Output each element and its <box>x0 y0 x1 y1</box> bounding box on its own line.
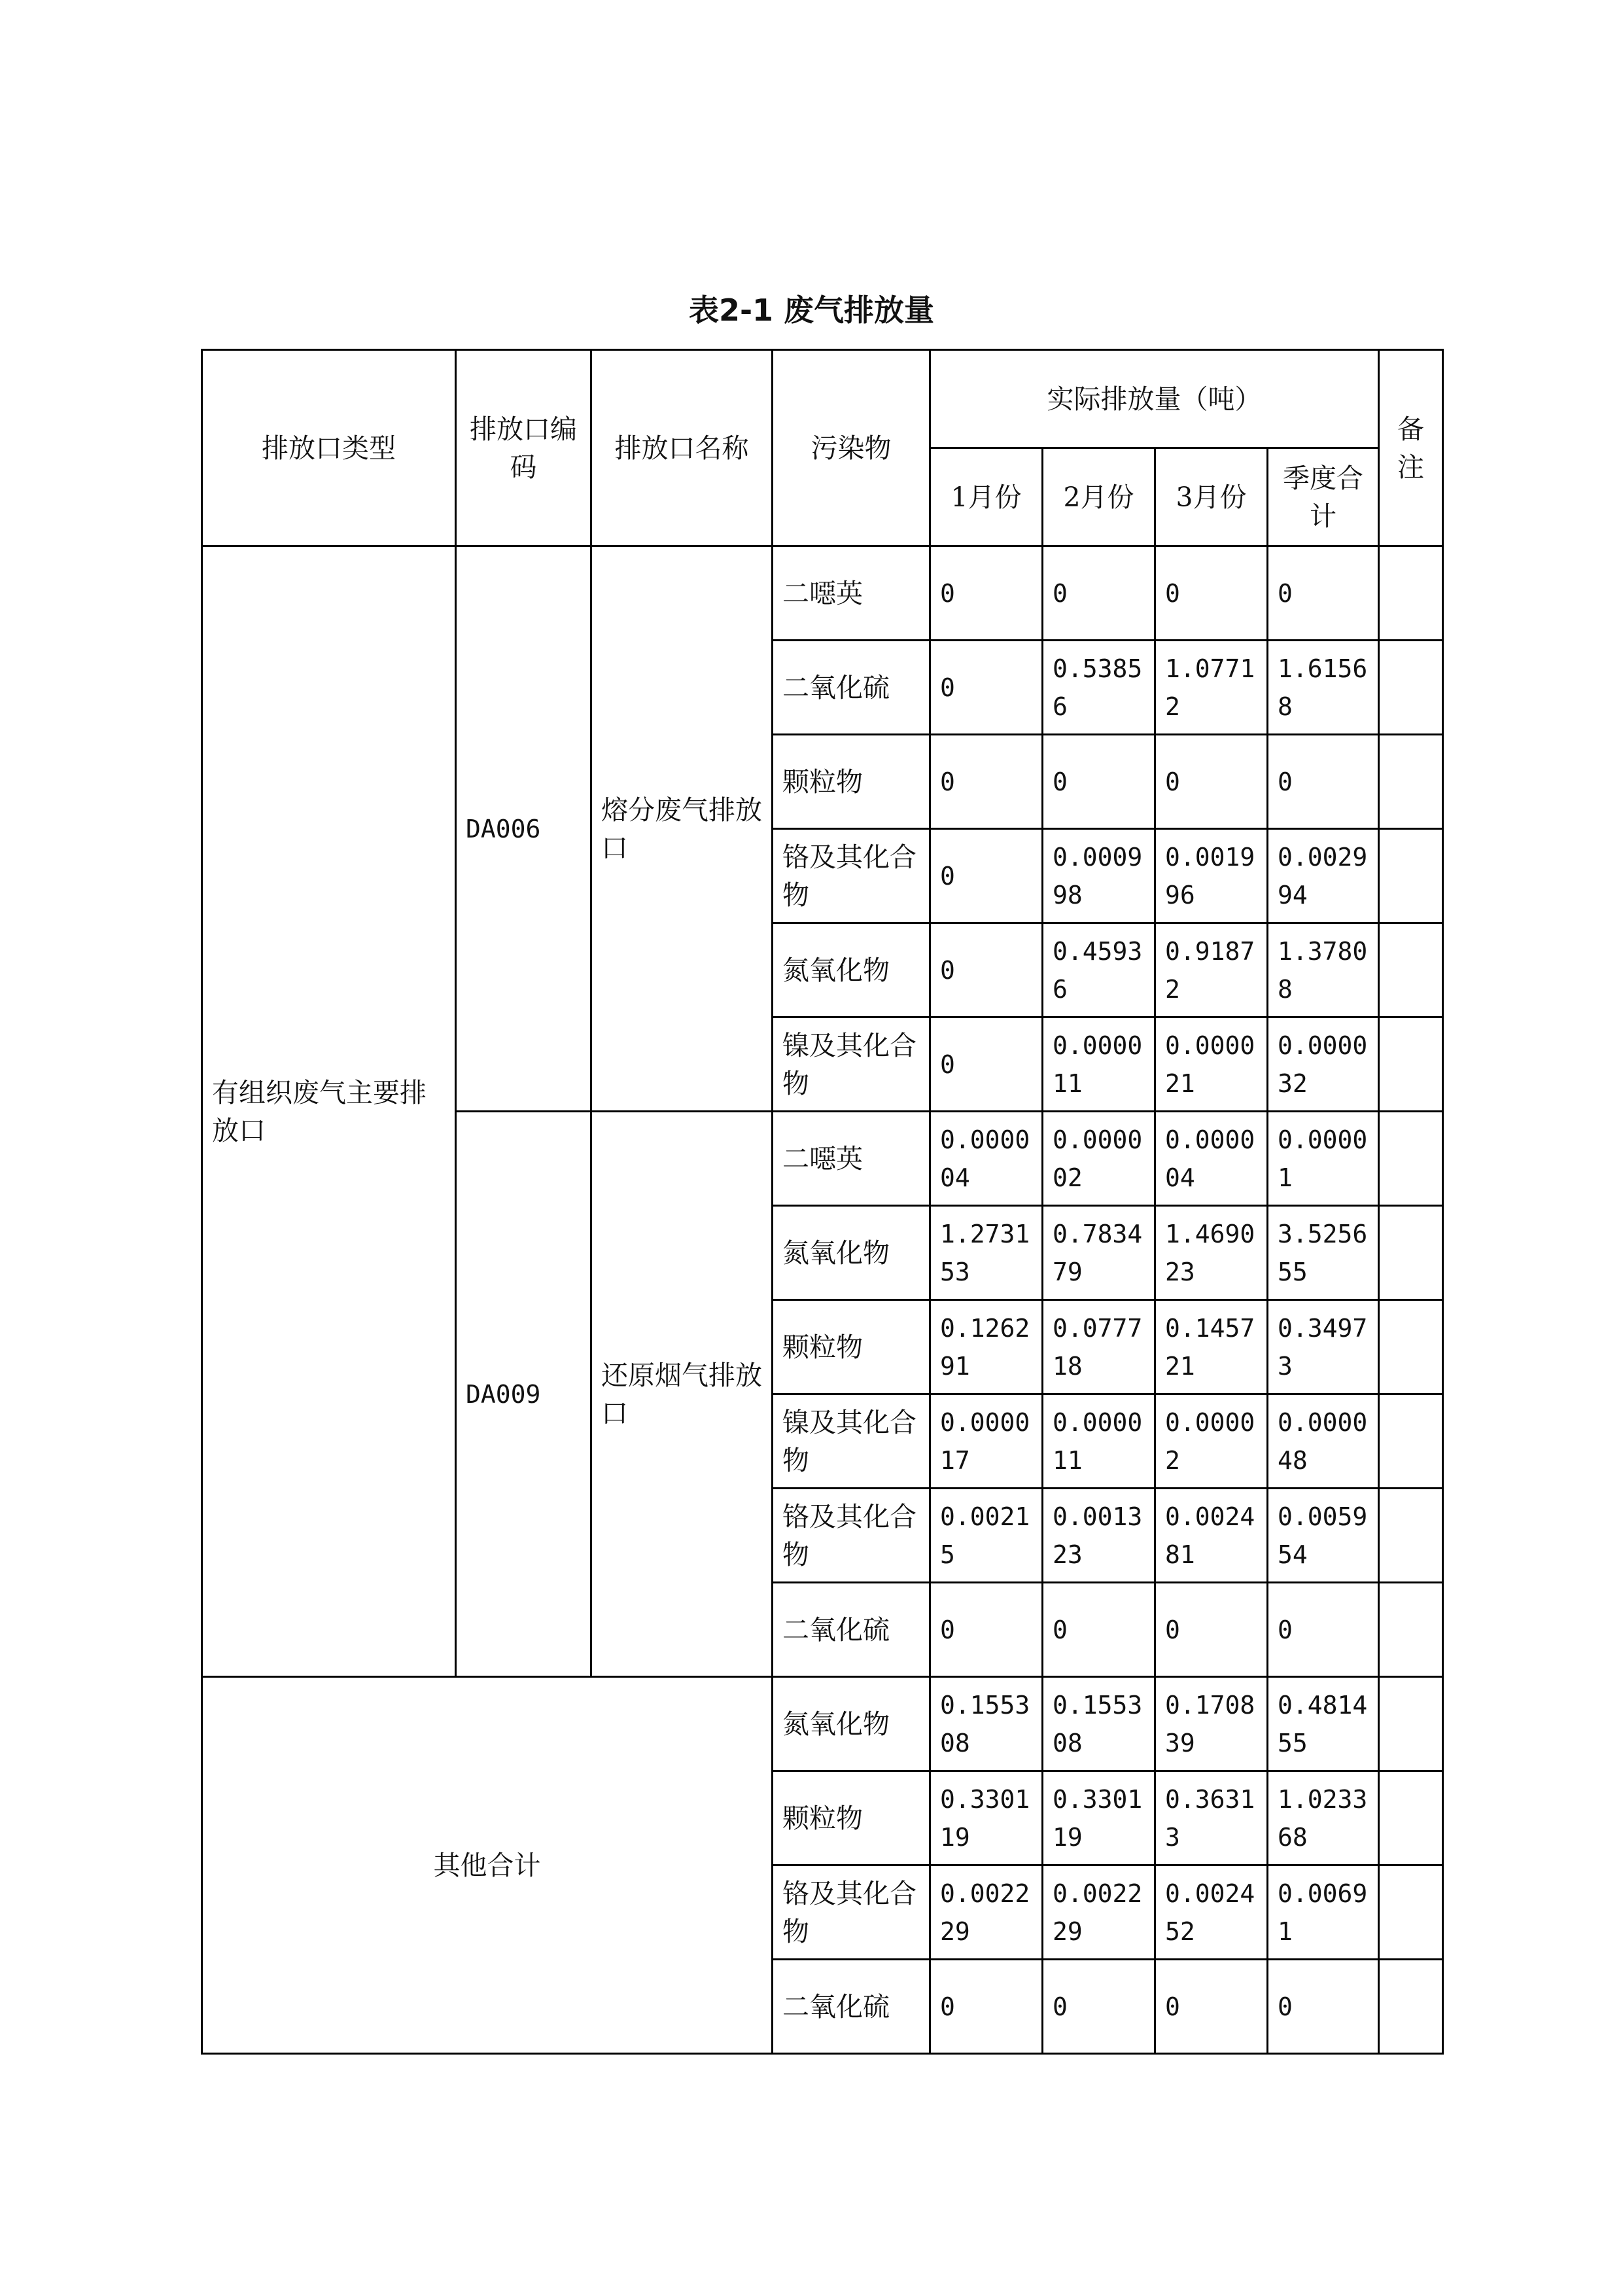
pollutant-cell: 二噁英 <box>773 1112 930 1206</box>
month2-value: 0.002229 <box>1043 1865 1155 1960</box>
pollutant-cell: 二噁英 <box>773 546 930 641</box>
quarter-total-value: 1.023368 <box>1268 1771 1379 1865</box>
quarter-total-value: 0 <box>1268 1960 1379 2054</box>
remark-cell <box>1379 1206 1443 1300</box>
quarter-total-value: 0.002994 <box>1268 829 1379 923</box>
month2-value: 0 <box>1043 546 1155 641</box>
header-remark: 备注 <box>1379 350 1443 546</box>
outlet-name-cell: 熔分废气排放口 <box>591 546 773 1112</box>
pollutant-cell: 铬及其化合物 <box>773 829 930 923</box>
header-row <box>202 350 1443 448</box>
month2-value: 0.155308 <box>1043 1677 1155 1771</box>
month1-value: 0.000017 <box>930 1394 1043 1489</box>
month3-value: 0.001996 <box>1155 829 1268 923</box>
remark-cell <box>1379 641 1443 735</box>
pollutant-cell: 颗粒物 <box>773 735 930 829</box>
other-total-cell: 其他合计 <box>202 1677 773 2054</box>
month1-value: 0 <box>930 641 1043 735</box>
month3-value: 0 <box>1155 735 1268 829</box>
quarter-total-value: 1.37808 <box>1268 923 1379 1017</box>
quarter-total-value: 0.000032 <box>1268 1017 1379 1112</box>
quarter-total-value: 0.00691 <box>1268 1865 1379 1960</box>
pollutant-cell: 镍及其化合物 <box>773 1017 930 1112</box>
month1-value: 0 <box>930 923 1043 1017</box>
table-row <box>202 546 1443 641</box>
month2-value: 0 <box>1043 735 1155 829</box>
month2-value: 0.000998 <box>1043 829 1155 923</box>
header-pollutant: 污染物 <box>773 350 930 546</box>
month1-value: 1.273153 <box>930 1206 1043 1300</box>
header-quarter: 季度合计 <box>1268 448 1379 546</box>
pollutant-cell: 氮氧化物 <box>773 1206 930 1300</box>
quarter-total-value: 0 <box>1268 735 1379 829</box>
table-row <box>202 1677 1443 1771</box>
remark-cell <box>1379 1017 1443 1112</box>
remark-cell <box>1379 1865 1443 1960</box>
quarter-total-value: 1.61568 <box>1268 641 1379 735</box>
pollutant-cell: 颗粒物 <box>773 1300 930 1394</box>
month3-value: 0.000021 <box>1155 1017 1268 1112</box>
month1-value: 0.330119 <box>930 1771 1043 1865</box>
month1-value: 0.126291 <box>930 1300 1043 1394</box>
month3-value: 0 <box>1155 1960 1268 2054</box>
month2-value: 0 <box>1043 1583 1155 1677</box>
quarter-total-value: 0 <box>1268 546 1379 641</box>
month3-value: 0.002481 <box>1155 1489 1268 1583</box>
month3-value: 0 <box>1155 546 1268 641</box>
month3-value: 0.91872 <box>1155 923 1268 1017</box>
month3-value: 0.36313 <box>1155 1771 1268 1865</box>
remark-cell <box>1379 1583 1443 1677</box>
pollutant-cell: 二氧化硫 <box>773 641 930 735</box>
month1-value: 0.155308 <box>930 1677 1043 1771</box>
pollutant-cell: 镍及其化合物 <box>773 1394 930 1489</box>
remark-cell <box>1379 829 1443 923</box>
month2-value: 0.000011 <box>1043 1394 1155 1489</box>
month2-value: 0.783479 <box>1043 1206 1155 1300</box>
month2-value: 0.330119 <box>1043 1771 1155 1865</box>
header-outlet-name: 排放口名称 <box>591 350 773 546</box>
month2-value: 0.53856 <box>1043 641 1155 735</box>
month2-value: 0 <box>1043 1960 1155 2054</box>
header-outlet-code: 排放口编码 <box>456 350 591 546</box>
month1-value: 0 <box>930 1583 1043 1677</box>
table-title: 表2-1 废气排放量 <box>688 292 935 328</box>
header-month3: 3月份 <box>1155 448 1268 546</box>
month3-value: 0.145721 <box>1155 1300 1268 1394</box>
pollutant-cell: 颗粒物 <box>773 1771 930 1865</box>
month2-value: 0.000002 <box>1043 1112 1155 1206</box>
pollutant-cell: 铬及其化合物 <box>773 1489 930 1583</box>
month3-value: 1.07712 <box>1155 641 1268 735</box>
outlet-code-cell: DA006 <box>456 546 591 1112</box>
month1-value: 0 <box>930 829 1043 923</box>
quarter-total-value: 0.005954 <box>1268 1489 1379 1583</box>
pollutant-cell: 氮氧化物 <box>773 1677 930 1771</box>
month1-value: 0 <box>930 546 1043 641</box>
quarter-total-value: 0.00001 <box>1268 1112 1379 1206</box>
month1-value: 0.00215 <box>930 1489 1043 1583</box>
remark-cell <box>1379 1677 1443 1771</box>
pollutant-cell: 氮氧化物 <box>773 923 930 1017</box>
month1-value: 0.000004 <box>930 1112 1043 1206</box>
header-month1: 1月份 <box>930 448 1043 546</box>
month1-value: 0 <box>930 735 1043 829</box>
remark-cell <box>1379 1300 1443 1394</box>
outlet-name-cell: 还原烟气排放口 <box>591 1112 773 1677</box>
month2-value: 0.077718 <box>1043 1300 1155 1394</box>
month3-value: 0 <box>1155 1583 1268 1677</box>
month1-value: 0 <box>930 1017 1043 1112</box>
quarter-total-value: 0.481455 <box>1268 1677 1379 1771</box>
remark-cell <box>1379 1394 1443 1489</box>
emissions-table <box>201 349 1444 2055</box>
quarter-total-value: 0.000048 <box>1268 1394 1379 1489</box>
header-month2: 2月份 <box>1043 448 1155 546</box>
month2-value: 0.000011 <box>1043 1017 1155 1112</box>
month1-value: 0 <box>930 1960 1043 2054</box>
remark-cell <box>1379 1489 1443 1583</box>
outlet-type-cell: 有组织废气主要排放口 <box>202 546 456 1677</box>
pollutant-cell: 二氧化硫 <box>773 1960 930 2054</box>
pollutant-cell: 铬及其化合物 <box>773 1865 930 1960</box>
header-actual-emission: 实际排放量（吨） <box>930 350 1379 448</box>
quarter-total-value: 0.34973 <box>1268 1300 1379 1394</box>
header-outlet-type: 排放口类型 <box>202 350 456 546</box>
quarter-total-value: 0 <box>1268 1583 1379 1677</box>
remark-cell <box>1379 923 1443 1017</box>
month3-value: 1.469023 <box>1155 1206 1268 1300</box>
month3-value: 0.002452 <box>1155 1865 1268 1960</box>
remark-cell <box>1379 546 1443 641</box>
remark-cell <box>1379 1112 1443 1206</box>
remark-cell <box>1379 735 1443 829</box>
outlet-code-cell: DA009 <box>456 1112 591 1677</box>
pollutant-cell: 二氧化硫 <box>773 1583 930 1677</box>
month3-value: 0.00002 <box>1155 1394 1268 1489</box>
remark-cell <box>1379 1960 1443 2054</box>
quarter-total-value: 3.525655 <box>1268 1206 1379 1300</box>
month2-value: 0.001323 <box>1043 1489 1155 1583</box>
month1-value: 0.002229 <box>930 1865 1043 1960</box>
month3-value: 0.000004 <box>1155 1112 1268 1206</box>
remark-cell <box>1379 1771 1443 1865</box>
month2-value: 0.45936 <box>1043 923 1155 1017</box>
month3-value: 0.170839 <box>1155 1677 1268 1771</box>
